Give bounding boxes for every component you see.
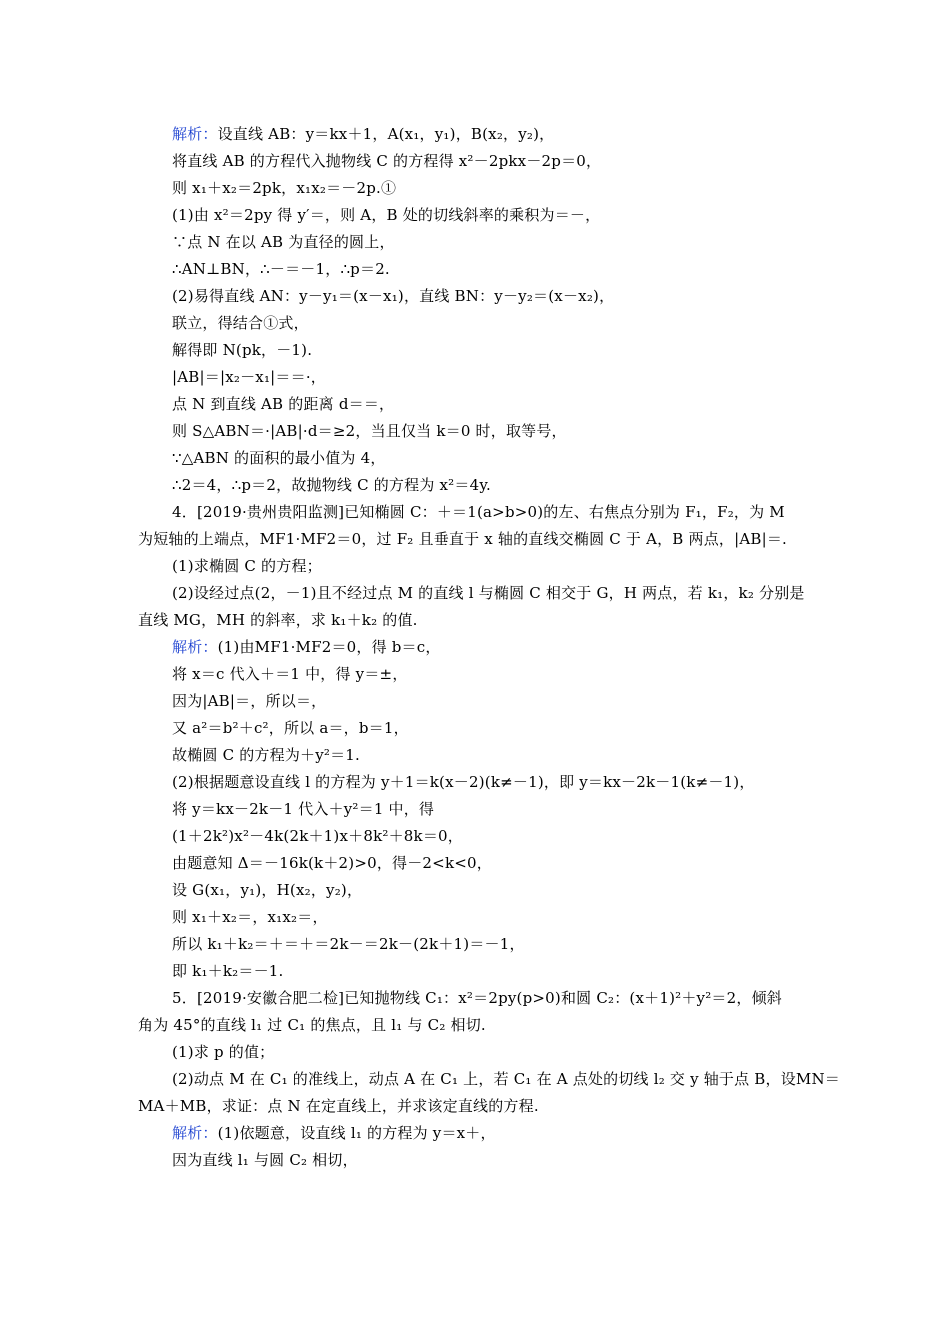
text-line: 为短轴的上端点，MF1·MF2＝0，过 F₂ 且垂直于 x 轴的直线交椭圆 C 于 A，B 两点，|AB|＝. — [138, 530, 788, 548]
text-line: 则 x₁＋x₂＝，x₁x₂＝， — [172, 908, 328, 926]
text-line: (2)动点 M 在 C₁ 的准线上，动点 A 在 C₁ 上，若 C₁ 在 A 点处的切线 l₂ 交 y 轴于点 B，设MN＝ — [172, 1070, 840, 1088]
text-line: (1)求椭圆 C 的方程； — [172, 557, 322, 575]
text-line: 将直线 AB 的方程代入抛物线 C 的方程得 x²－2pkx－2p＝0， — [172, 152, 602, 170]
text-line: MA＋MB，求证：点 N 在定直线上，并求该定直线的方程. — [138, 1097, 539, 1115]
text-line: 设 G(x₁，y₁)，H(x₂，y₂)， — [172, 881, 363, 899]
text-line: (2)设经过点(2，－1)且不经过点 M 的直线 l 与椭圆 C 相交于 G，H 两点，若 k₁，k₂ 分别是 — [172, 584, 805, 602]
text-line: (1＋2k²)x²－4k(2k＋1)x＋8k²＋8k＝0， — [172, 827, 463, 845]
solution-label: 解析： — [172, 125, 218, 143]
text-line: 点 N 到直线 AB 的距离 d＝＝， — [172, 395, 395, 413]
text-line: |AB|＝|x₂－x₁|＝＝·， — [172, 368, 326, 386]
text-line: ∵点 N 在以 AB 为直径的圆上， — [172, 233, 395, 251]
solution-label: 解析： — [172, 638, 218, 656]
text-line: (1)求 p 的值； — [172, 1043, 275, 1061]
text-line: 直线 MG，MH 的斜率，求 k₁＋k₂ 的值. — [138, 611, 418, 629]
text-line: 解析：(1)依题意，设直线 l₁ 的方程为 y＝x＋， — [172, 1124, 496, 1142]
text-line: 将 x＝c 代入＋＝1 中，得 y＝±， — [172, 665, 408, 683]
text-line: ∵△ABN 的面积的最小值为 4， — [172, 449, 386, 467]
text-line: (1)由 x²＝2py 得 y′＝，则 A，B 处的切线斜率的乘积为＝－， — [172, 206, 601, 224]
text-line: 因为直线 l₁ 与圆 C₂ 相切， — [172, 1151, 358, 1169]
problem-5-heading: 5．[2019·安徽合肥二检]已知抛物线 C₁：x²＝2py(p>0)和圆 C₂：(x＋1)²＋y²＝2，倾斜 — [172, 989, 782, 1007]
text-line: ∴2＝4，∴p＝2，故抛物线 C 的方程为 x²＝4y. — [172, 476, 491, 494]
text-line: 故椭圆 C 的方程为＋y²＝1. — [172, 746, 361, 764]
text-line: (2)根据题意设直线 l 的方程为 y＋1＝k(x－2)(k≠－1)，即 y＝kx－2k－1(k≠－1)， — [172, 773, 755, 791]
text-line: 解析：设直线 AB：y＝kx＋1，A(x₁，y₁)，B(x₂，y₂)， — [172, 125, 555, 143]
text-line: 将 y＝kx－2k－1 代入＋y²＝1 中，得 — [172, 800, 435, 818]
text-line: 所以 k₁＋k₂＝＋＝＋＝2k－＝2k－(2k＋1)＝－1， — [172, 935, 525, 953]
problem-4-heading: 4．[2019·贵州贵阳监测]已知椭圆 C：＋＝1(a>b>0)的左、右焦点分别为 F₁，F₂，为 M — [172, 503, 785, 521]
text-line: 联立，得结合①式， — [172, 314, 309, 332]
text-line: 则 x₁＋x₂＝2pk，x₁x₂＝－2p.① — [172, 179, 397, 197]
text-line: ∴AN⊥BN，∴－＝－1，∴p＝2. — [172, 260, 390, 278]
text-line: 角为 45°的直线 l₁ 过 C₁ 的焦点，且 l₁ 与 C₂ 相切. — [138, 1016, 486, 1034]
text-line: (2)易得直线 AN：y－y₁＝(x－x₁)，直线 BN：y－y₂＝(x－x₂)， — [172, 287, 615, 305]
text-line: 即 k₁＋k₂＝－1. — [172, 962, 284, 980]
text-line: 则 S△ABN＝·|AB|·d＝≥2，当且仅当 k＝0 时，取等号， — [172, 422, 567, 440]
text-line: 由题意知 Δ＝－16k(k＋2)>0，得－2<k<0， — [172, 854, 492, 872]
solution-label: 解析： — [172, 1124, 218, 1142]
text-line: 解析：(1)由MF1·MF2＝0，得 b＝c， — [172, 638, 441, 656]
text-line: 解得即 N(pk，－1). — [172, 341, 313, 359]
text-line: 因为|AB|＝，所以＝， — [172, 692, 327, 710]
text-line: 又 a²＝b²＋c²，所以 a＝，b＝1， — [172, 719, 409, 737]
